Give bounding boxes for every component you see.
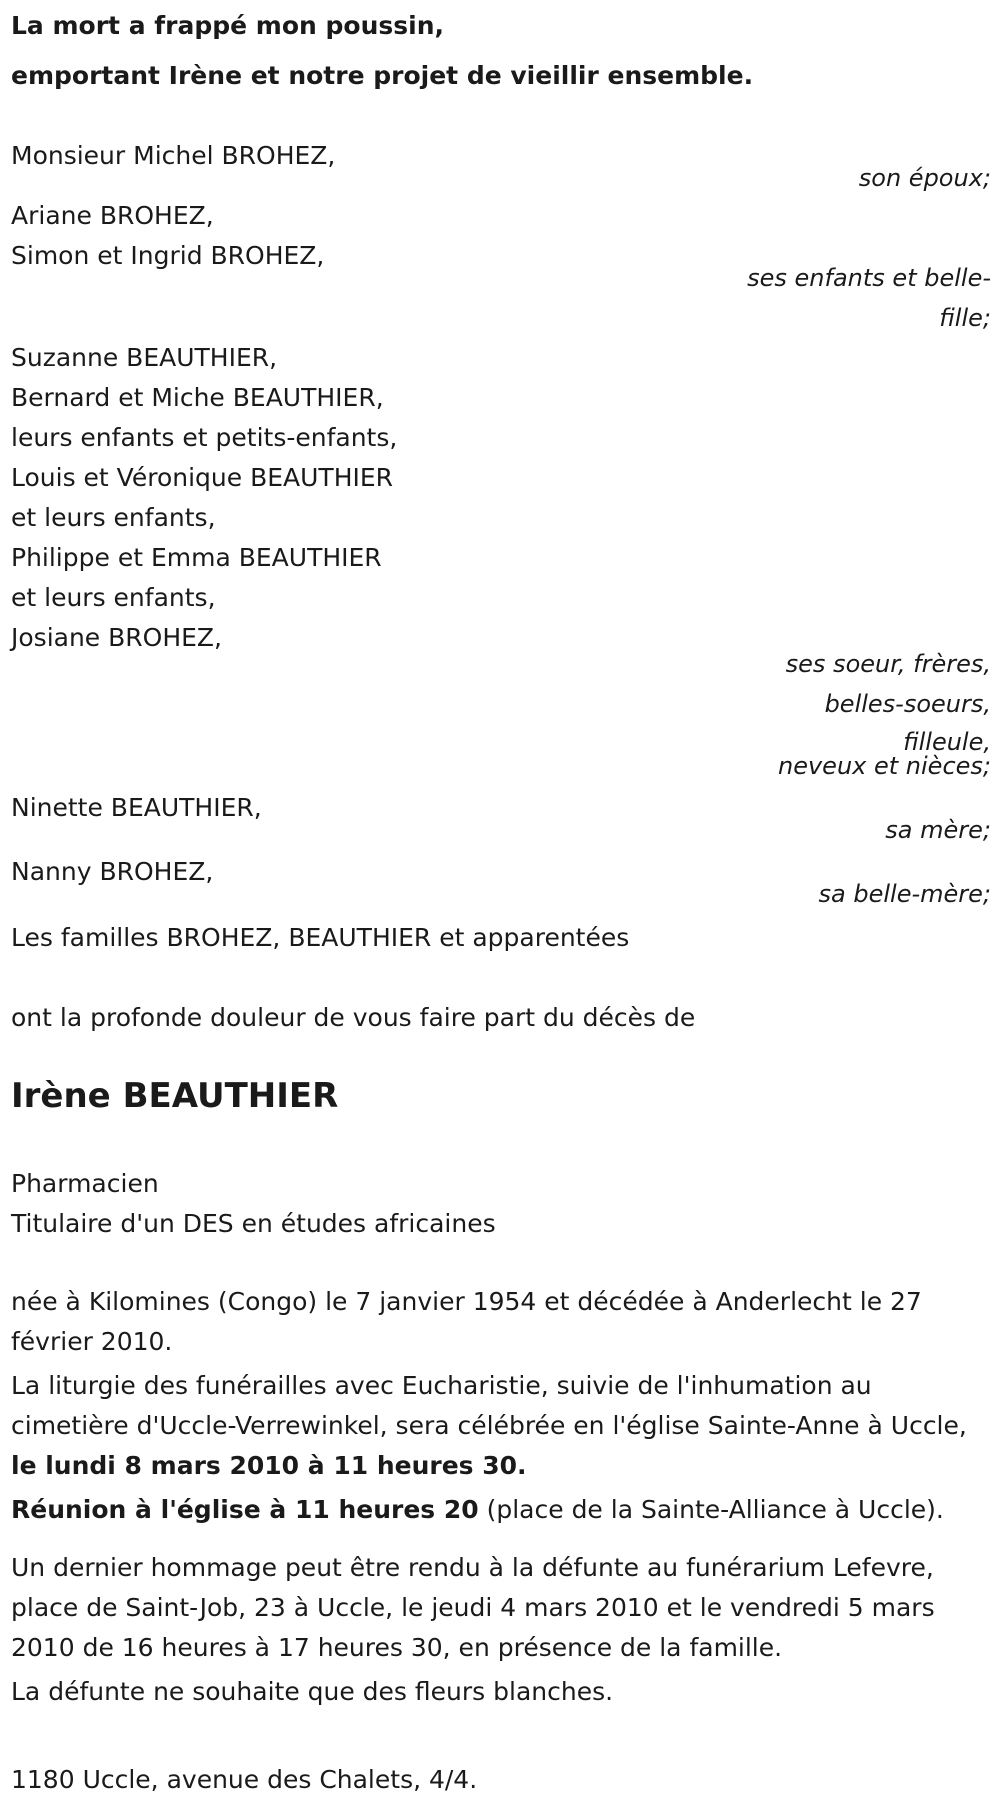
liturgy-text: La liturgie des funérailles avec Eucharistie, suivie de l'inhumation au cimetière d'Uccle-Verrewinkel, sera célébrée en l'église Sainte-Anne à Uccle, <box>11 1371 967 1440</box>
sibling-line-7: et leurs enfants, <box>11 583 216 612</box>
epitaph-line-2: emportant Irène et notre projet de vieillir ensemble. <box>11 61 754 90</box>
deceased-diploma: Titulaire d'un DES en études africaines <box>11 1209 496 1238</box>
meeting-time: Réunion à l'église à 11 heures 20 <box>11 1495 479 1524</box>
children-role-line-1: ses enfants et belle- <box>747 264 991 292</box>
epitaph-line-1: La mort a frappé mon poussin, <box>11 11 445 40</box>
meeting-place: (place de la Sainte-Alliance à Uccle). <box>478 1495 944 1524</box>
deceased-name: Irène BEAUTHIER <box>11 1076 339 1116</box>
address-line: 1180 Uccle, avenue des Chalets, 4/4. <box>11 1765 478 1794</box>
sibling-line-4: Louis et Véronique BEAUTHIER <box>11 463 394 492</box>
birth-death-details: née à Kilomines (Congo) le 7 janvier 1954 et décédée à Anderlecht le 27 février 2010. <box>11 1287 922 1356</box>
children-role-line-2: fille; <box>939 304 991 332</box>
liturgy-date: le lundi 8 mars 2010 à 11 heures 30. <box>11 1451 527 1480</box>
families-line: Les familles BROHEZ, BEAUTHIER et apparentées <box>11 923 630 952</box>
siblings-role-line-3: filleule, <box>903 728 991 756</box>
sibling-line-5: et leurs enfants, <box>11 503 216 532</box>
hommage-paragraph: Un dernier hommage peut être rendu à la défunte au funérarium Lefevre, place de Saint-Job, 23 à Uccle, le jeudi 4 mars 2010 et le vendredi 5 mars 2010 de 16 heures à 17 heures 30, en présence de la famille. <box>11 1553 935 1662</box>
meeting-paragraph <box>11 1490 991 1530</box>
deceased-profession: Pharmacien <box>11 1169 159 1198</box>
sibling-line-8: Josiane BROHEZ, <box>11 623 222 652</box>
child-2-name: Simon et Ingrid BROHEZ, <box>11 241 325 270</box>
announcement-line: ont la profonde douleur de vous faire part du décès de <box>11 1003 696 1032</box>
liturgy-paragraph <box>11 1366 991 1486</box>
siblings-role-line-2: belles-soeurs, <box>824 690 991 718</box>
mother-in-law-role: sa belle-mère; <box>818 880 991 908</box>
mother-role: sa mère; <box>885 816 991 844</box>
sibling-line-6: Philippe et Emma BEAUTHIER <box>11 543 382 572</box>
husband-name: Monsieur Michel BROHEZ, <box>11 141 336 170</box>
child-1-name: Ariane BROHEZ, <box>11 201 214 230</box>
sibling-line-3: leurs enfants et petits-enfants, <box>11 423 398 452</box>
sibling-line-2: Bernard et Miche BEAUTHIER, <box>11 383 384 412</box>
flowers-note: La défunte ne souhaite que des fleurs blanches. <box>11 1677 614 1706</box>
husband-role: son époux; <box>858 164 991 192</box>
siblings-role-line-4: neveux et nièces; <box>778 752 991 780</box>
mother-name: Ninette BEAUTHIER, <box>11 793 262 822</box>
mother-in-law-name: Nanny BROHEZ, <box>11 857 214 886</box>
siblings-role-line-1: ses soeur, frères, <box>785 650 991 678</box>
sibling-line-1: Suzanne BEAUTHIER, <box>11 343 278 372</box>
